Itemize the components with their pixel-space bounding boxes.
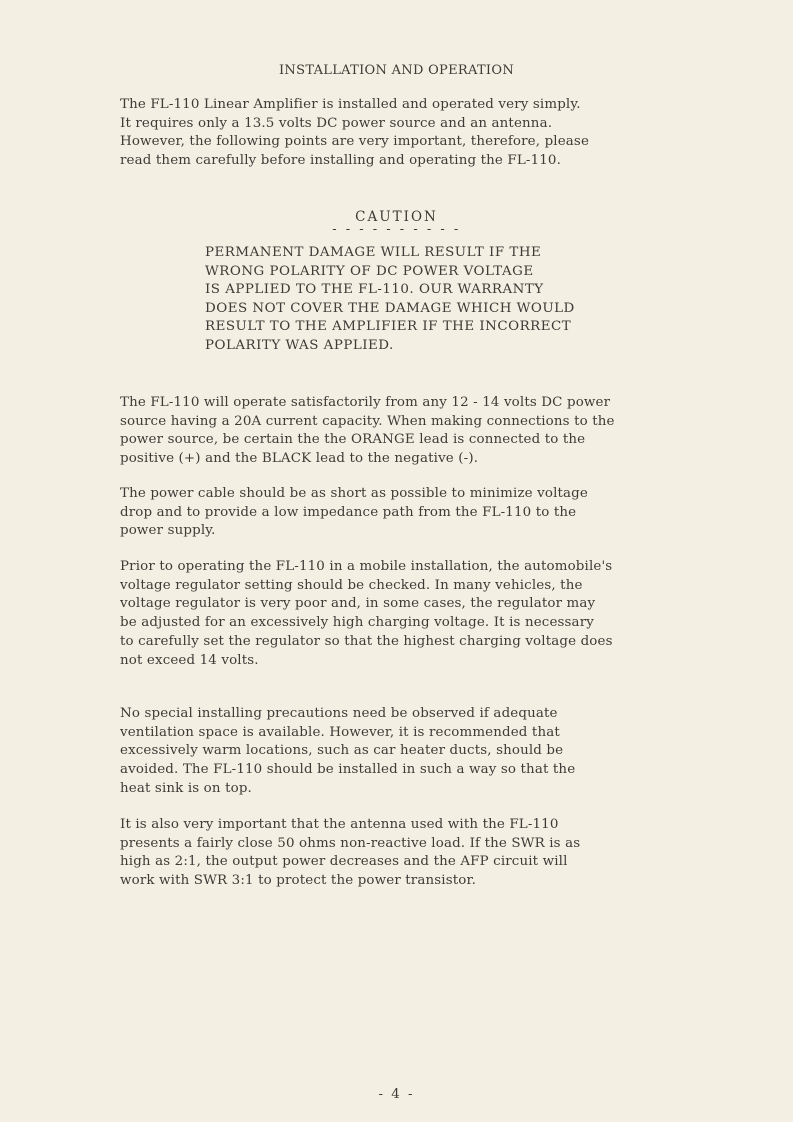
ventilation-paragraph [120, 705, 700, 799]
mobile-line: Prior to operating the FL-110 in a mobile installation, the automobile's [120, 559, 613, 574]
mobile-line: not exceed 14 volts. [120, 652, 259, 668]
antenna-line: It is also very important that the antenna used with the FL-110 [120, 817, 559, 832]
mobile-line: voltage regulator setting should be checked. In many vehicles, the [120, 577, 583, 593]
mobile-installation-paragraph [120, 558, 700, 670]
power-cable-paragraph [120, 485, 700, 541]
mobile-line: voltage regulator is very poor and, in some cases, the regulator may [120, 596, 596, 612]
power-source-paragraph [120, 394, 700, 469]
intro-line: The FL-110 Linear Amplifier is installed and operated very simply. [120, 97, 581, 112]
intro-line: It requires only a 13.5 volts DC power source and an antenna. [120, 115, 553, 131]
section-title: INSTALLATION AND OPERATION [279, 63, 514, 78]
caution-underline: - - - - - - - - - - [332, 222, 461, 237]
caution-line: PERMANENT DAMAGE WILL RESULT IF THE [205, 245, 542, 260]
antenna-line: work with SWR 3:1 to protect the power transistor. [120, 873, 476, 889]
caution-notice [205, 244, 645, 356]
power-cable-line: drop and to provide a low impedance path from the FL-110 to the [120, 504, 577, 520]
caution-line: DOES NOT COVER THE DAMAGE WHICH WOULD [205, 300, 575, 316]
antenna-line: presents a fairly close 50 ohms non-reactive load. If the SWR is as [120, 835, 581, 851]
power-cable-line: power supply. [120, 523, 216, 539]
caution-line: WRONG POLARITY OF DC POWER VOLTAGE [205, 263, 534, 279]
mobile-line: to carefully set the regulator so that the highest charging voltage does [120, 633, 613, 649]
power-cable-line: The power cable should be as short as possible to minimize voltage [120, 486, 588, 501]
caution-line: POLARITY WAS APPLIED. [205, 337, 394, 353]
intro-line: However, the following points are very important, therefore, please [120, 134, 590, 150]
power-source-line: source having a 20A current capacity. When making connections to the [120, 413, 615, 429]
antenna-paragraph [120, 816, 700, 891]
caution-line: RESULT TO THE AMPLIFIER IF THE INCORRECT [205, 319, 572, 335]
ventilation-line: avoided. The FL-110 should be installed in such a way so that the [120, 762, 576, 778]
caution-line: IS APPLIED TO THE FL-110. OUR WARRANTY [205, 282, 544, 298]
antenna-line: high as 2:1, the output power decreases and the AFP circuit will [120, 854, 568, 870]
intro-paragraph [120, 96, 700, 171]
mobile-line: be adjusted for an excessively high charging voltage. It is necessary [120, 615, 594, 631]
ventilation-line: excessively warm locations, such as car heater ducts, should be [120, 743, 564, 759]
power-source-line: power source, be certain the the ORANGE lead is connected to the [120, 432, 586, 448]
ventilation-line: ventilation space is available. However, it is recommended that [120, 724, 560, 740]
power-source-line: The FL-110 will operate satisfactorily from any 12 - 14 volts DC power [120, 395, 611, 410]
page-number: - 4 - [378, 1087, 415, 1102]
intro-line: read them carefully before installing and operating the FL-110. [120, 153, 561, 169]
power-source-line: positive (+) and the BLACK lead to the negative (-). [120, 451, 479, 467]
ventilation-line: heat sink is on top. [120, 780, 252, 796]
ventilation-line: No special installing precautions need be observed if adequate [120, 706, 558, 721]
caution-heading: CAUTION [355, 209, 438, 225]
